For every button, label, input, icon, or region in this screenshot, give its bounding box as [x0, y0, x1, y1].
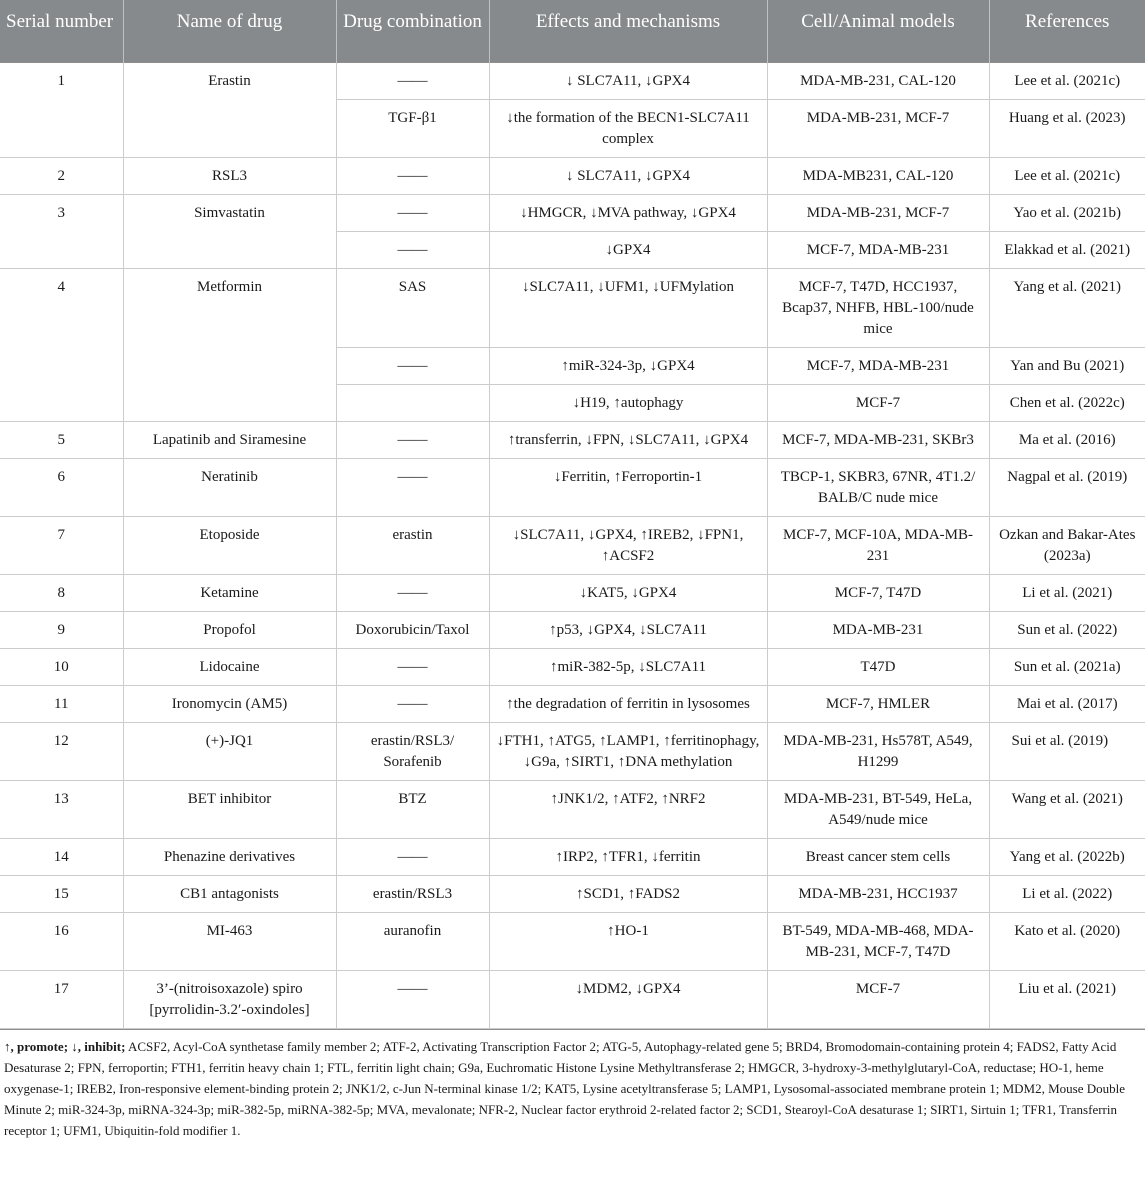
combination-cell: erastin/RSL3 — [336, 876, 489, 913]
serial-cell: 15 — [0, 876, 123, 913]
combination-cell: —— — [336, 686, 489, 723]
reference-cell: Li et al. (2021) — [989, 575, 1145, 612]
effects-cell: ↑JNK1/2, ↑ATF2, ↑NRF2 — [489, 781, 767, 839]
models-cell: MDA-MB-231, MCF-7 — [767, 100, 989, 158]
combination-cell: —— — [336, 839, 489, 876]
drug-cell: (+)-JQ1 — [123, 723, 336, 781]
effects-cell: ↑transferrin, ↓FPN, ↓SLC7A11, ↓GPX4 — [489, 422, 767, 459]
effects-cell: ↑IRP2, ↑TFR1, ↓ferritin — [489, 839, 767, 876]
header-models: Cell/Animal models — [767, 0, 989, 63]
combination-cell: auranofin — [336, 913, 489, 971]
header-combination: Drug combination — [336, 0, 489, 63]
reference-cell: Lee et al. (2021c) — [989, 158, 1145, 195]
table-row — [0, 269, 1145, 348]
table-header — [0, 0, 1145, 63]
drug-cell: MI-463 — [123, 913, 336, 971]
effects-cell: ↓GPX4 — [489, 232, 767, 269]
serial-cell: 6 — [0, 459, 123, 517]
drug-cell: CB1 antagonists — [123, 876, 336, 913]
reference-cell: Kato et al. (2020) — [989, 913, 1145, 971]
effects-cell: ↓SLC7A11, ↓GPX4, ↑IREB2, ↓FPN1, ↑ACSF2 — [489, 517, 767, 575]
drug-cell: Neratinib — [123, 459, 336, 517]
drug-cell: Etoposide — [123, 517, 336, 575]
reference-cell: Wang et al. (2021) — [989, 781, 1145, 839]
reference-cell: Li et al. (2022) — [989, 876, 1145, 913]
effects-cell: ↓the formation of the BECN1-SLC7A11 complex — [489, 100, 767, 158]
reference-cell: Nagpal et al. (2019) — [989, 459, 1145, 517]
header-serial: Serial number — [0, 0, 123, 63]
effects-cell: ↑SCD1, ↑FADS2 — [489, 876, 767, 913]
models-cell: MDA-MB-231, MCF-7 — [767, 195, 989, 232]
serial-cell: 14 — [0, 839, 123, 876]
table-row — [0, 517, 1145, 575]
combination-cell: TGF-β1 — [336, 100, 489, 158]
serial-cell: 2 — [0, 158, 123, 195]
table-row — [0, 781, 1145, 839]
table-row — [0, 195, 1145, 232]
models-cell: TBCP-1, SKBR3, 67NR, 4T1.2/ BALB/C nude mice — [767, 459, 989, 517]
drug-cell: Phenazine derivatives — [123, 839, 336, 876]
reference-cell: Lee et al. (2021c) — [989, 63, 1145, 100]
serial-cell: 17 — [0, 971, 123, 1029]
effects-cell: ↓SLC7A11, ↓UFM1, ↓UFMylation — [489, 269, 767, 348]
table-row — [0, 158, 1145, 195]
effects-cell: ↑miR-382-5p, ↓SLC7A11 — [489, 649, 767, 686]
header-drug: Name of drug — [123, 0, 336, 63]
footnote-legend: ↑, promote; ↓, inhibit; — [4, 1039, 126, 1054]
drug-cell: Ketamine — [123, 575, 336, 612]
drug-cell: Lapatinib and Siramesine — [123, 422, 336, 459]
drug-cell: Metformin — [123, 269, 336, 422]
serial-cell: 5 — [0, 422, 123, 459]
drug-cell: Lidocaine — [123, 649, 336, 686]
reference-cell: Mai et al. (2017) — [989, 686, 1145, 723]
serial-cell: 1 — [0, 63, 123, 158]
table-row — [0, 686, 1145, 723]
drug-cell: Propofol — [123, 612, 336, 649]
drug-cell: Ironomycin (AM5) — [123, 686, 336, 723]
reference-cell: Yao et al. (2021b) — [989, 195, 1145, 232]
table-row — [0, 422, 1145, 459]
table-row — [0, 876, 1145, 913]
table-row — [0, 723, 1145, 781]
effects-cell: ↓Ferritin, ↑Ferroportin-1 — [489, 459, 767, 517]
models-cell: MCF-7 — [767, 385, 989, 422]
header-references: References — [989, 0, 1145, 63]
combination-cell: —— — [336, 195, 489, 232]
reference-cell: Ma et al. (2016) — [989, 422, 1145, 459]
serial-cell: 4 — [0, 269, 123, 422]
serial-cell: 13 — [0, 781, 123, 839]
combination-cell: —— — [336, 232, 489, 269]
combination-cell: —— — [336, 348, 489, 385]
models-cell: MDA-MB-231, Hs578T, A549, H1299 — [767, 723, 989, 781]
table-row — [0, 63, 1145, 100]
serial-cell: 11 — [0, 686, 123, 723]
models-cell: MCF-7, T47D — [767, 575, 989, 612]
effects-cell: ↓HMGCR, ↓MVA pathway, ↓GPX4 — [489, 195, 767, 232]
combination-cell: —— — [336, 649, 489, 686]
reference-cell: Sui et al. (2019) — [989, 723, 1145, 781]
table-body — [0, 63, 1145, 1029]
models-cell: MCF-7, HMLER — [767, 686, 989, 723]
combination-cell: —— — [336, 575, 489, 612]
reference-cell: Ozkan and Bakar-Ates (2023a) — [989, 517, 1145, 575]
effects-cell: ↓MDM2, ↓GPX4 — [489, 971, 767, 1029]
models-cell: MCF-7, T47D, HCC1937, Bcap37, NHFB, HBL-100/nude mice — [767, 269, 989, 348]
table-row — [0, 649, 1145, 686]
serial-cell: 16 — [0, 913, 123, 971]
combination-cell: SAS — [336, 269, 489, 348]
table-row — [0, 459, 1145, 517]
drug-cell: Erastin — [123, 63, 336, 158]
reference-cell: Sun et al. (2021a) — [989, 649, 1145, 686]
table-row — [0, 913, 1145, 971]
models-cell: MDA-MB-231, HCC1937 — [767, 876, 989, 913]
models-cell: MDA-MB-231, CAL-120 — [767, 63, 989, 100]
footnote-abbreviations: ACSF2, Acyl-CoA synthetase family member 2; ATF-2, Activating Transcription Factor 2; ATG-5, Autophagy-related gene 5; BRD4, Bromodomain-containing protein 4; FADS2, Fatty Acid Desaturase 2; FPN, ferroportin; FTH1, ferritin heavy chain 1; FTL, ferritin light chain; G9a, Euchromatic Histone Lysine Methyltransferase 2; HMGCR, 3-hydroxy-3-methylglutaryl-CoA, reductase; HO-1, heme oxygenase-1; IREB2, Iron-responsive element-binding protein 2; JNK1/2, c-Jun N-terminal kinase 1/2; KAT5, Lysine acetyltransferase 5; LAMP1, Lysosomal-associated membrane protein 1; MDM2, Mouse Double Minute 2; miR-324-3p, miRNA-324-3p; miR-382-5p, miRNA-382-5p; MVA, mevalonate; NFR-2, Nuclear factor erythroid 2-related factor 2; SCD1, Stearoyl-CoA desaturase 1; SIRT1, Sirtuin 1; TFR1, Transferrin receptor 1; UFM1, Ubiquitin-fold modifier 1. — [4, 1039, 1126, 1138]
table-row — [0, 575, 1145, 612]
combination-cell: —— — [336, 63, 489, 100]
models-cell: MCF-7, MDA-MB-231 — [767, 232, 989, 269]
serial-cell: 10 — [0, 649, 123, 686]
drug-cell: RSL3 — [123, 158, 336, 195]
models-cell: Breast cancer stem cells — [767, 839, 989, 876]
reference-cell: Liu et al. (2021) — [989, 971, 1145, 1029]
header-effects: Effects and mechanisms — [489, 0, 767, 63]
header-row — [0, 0, 1145, 63]
models-cell: MCF-7 — [767, 971, 989, 1029]
effects-cell: ↓H19, ↑autophagy — [489, 385, 767, 422]
models-cell: MDA-MB231, CAL-120 — [767, 158, 989, 195]
drug-cell: 3’-(nitroisoxazole) spiro [pyrrolidin-3.2′-oxindoles] — [123, 971, 336, 1029]
effects-cell: ↓FTH1, ↑ATG5, ↑LAMP1, ↑ferritinophagy, ↓G9a, ↑SIRT1, ↑DNA methylation — [489, 723, 767, 781]
combination-cell: BTZ — [336, 781, 489, 839]
effects-cell: ↑HO-1 — [489, 913, 767, 971]
serial-cell: 3 — [0, 195, 123, 269]
serial-cell: 7 — [0, 517, 123, 575]
models-cell: MCF-7, MDA-MB-231, SKBr3 — [767, 422, 989, 459]
effects-cell: ↓KAT5, ↓GPX4 — [489, 575, 767, 612]
effects-cell: ↑miR-324-3p, ↓GPX4 — [489, 348, 767, 385]
combination-cell: erastin — [336, 517, 489, 575]
serial-cell: 9 — [0, 612, 123, 649]
combination-cell: —— — [336, 459, 489, 517]
reference-cell: Huang et al. (2023) — [989, 100, 1145, 158]
reference-cell: Yang et al. (2021) — [989, 269, 1145, 348]
effects-cell: ↓ SLC7A11, ↓GPX4 — [489, 158, 767, 195]
effects-cell: ↑the degradation of ferritin in lysosomes — [489, 686, 767, 723]
table-row — [0, 971, 1145, 1029]
reference-cell: Yan and Bu (2021) — [989, 348, 1145, 385]
models-cell: BT-549, MDA-MB-468, MDA-MB-231, MCF-7, T47D — [767, 913, 989, 971]
models-cell: MCF-7, MCF-10A, MDA-MB-231 — [767, 517, 989, 575]
effects-cell: ↑p53, ↓GPX4, ↓SLC7A11 — [489, 612, 767, 649]
table-row — [0, 839, 1145, 876]
combination-cell: —— — [336, 158, 489, 195]
reference-cell: Yang et al. (2022b) — [989, 839, 1145, 876]
models-cell: MCF-7, MDA-MB-231 — [767, 348, 989, 385]
models-cell: T47D — [767, 649, 989, 686]
combination-cell — [336, 385, 489, 422]
table-row — [0, 612, 1145, 649]
combination-cell: erastin/RSL3/ Sorafenib — [336, 723, 489, 781]
serial-cell: 12 — [0, 723, 123, 781]
models-cell: MDA-MB-231 — [767, 612, 989, 649]
serial-cell: 8 — [0, 575, 123, 612]
drug-cell: Simvastatin — [123, 195, 336, 269]
table-footnote — [0, 1029, 1145, 1141]
reference-cell: Sun et al. (2022) — [989, 612, 1145, 649]
combination-cell: —— — [336, 971, 489, 1029]
models-cell: MDA-MB-231, BT-549, HeLa, A549/nude mice — [767, 781, 989, 839]
effects-cell: ↓ SLC7A11, ↓GPX4 — [489, 63, 767, 100]
drug-cell: BET inhibitor — [123, 781, 336, 839]
reference-cell: Chen et al. (2022c) — [989, 385, 1145, 422]
combination-cell: Doxorubicin/Taxol — [336, 612, 489, 649]
reference-cell: Elakkad et al. (2021) — [989, 232, 1145, 269]
combination-cell: —— — [336, 422, 489, 459]
